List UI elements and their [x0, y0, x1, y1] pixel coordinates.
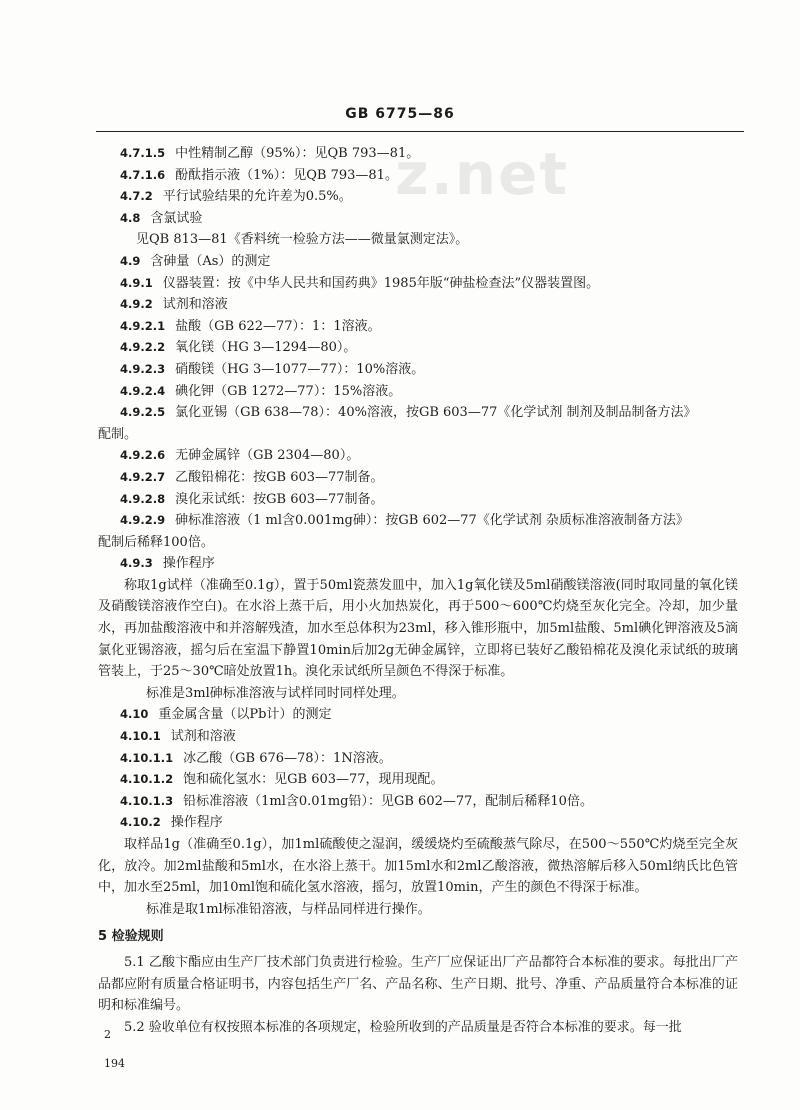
clause-text: 含砷量（As）的测定 [150, 253, 271, 269]
clause-line [120, 229, 738, 251]
clause-number: 4.9.2.5 [120, 405, 166, 420]
clause-number: 4.7.2 [120, 189, 153, 204]
clause-text: 仪器装置：按《中华人民共和国药典》1985年版“砷盐检查法”仪器装置图。 [162, 275, 600, 291]
clause-number: 4.10.1.2 [120, 772, 174, 787]
clause-number: 4.9.2 [120, 297, 153, 312]
clause-text: 乙酸铅棉花：按GB 603—77制备。 [175, 469, 384, 485]
clause-number: 4.10.1.3 [120, 793, 174, 808]
clause-line [120, 812, 738, 834]
clause-text: 无砷金属锌（GB 2304—80）。 [175, 448, 360, 464]
clause-text: 砷标准溶液（1 ml含0.001mg砷）：按GB 602—77《化学试剂 杂质标准溶液制备方法》 [175, 513, 689, 529]
side-mark: 2 [104, 1028, 111, 1041]
clause-number: 4.9 [120, 253, 141, 268]
section-heading: 5 检验规则 [98, 929, 164, 945]
clause-line: 4.9.3 操作程序 [120, 556, 215, 572]
clause-text: 铅标准溶液（1ml含0.01mg铅）：见GB 602—77，配制后稀释10倍。 [183, 793, 593, 809]
clause-text: 氯化亚锡（GB 638—78）：40%溶液，按GB 603—77《化学试剂 制剂及制品制备方法》 [175, 405, 697, 421]
rule-paragraph: 5.1 乙酸卞酯应由生产厂技术部门负责进行检验。生产厂应保证出厂产品都符合本标准的要求。每批出厂产品都应附有质量合格证明书，内容包括生产厂名、产品名称、生产日期、批号、净重、产品质量符合本标准的证明和标准编号。 [98, 954, 738, 1014]
watermark: z.net [395, 140, 570, 208]
clause-line [120, 186, 738, 208]
procedure-paragraph: 取样品1g（准确至0.1g），加1ml硫酸使之湿润，缓缓烧灼至硫酸蒸气除尽，在500～550℃灼烧至完全灰化，放冷。加2ml盐酸和5ml水，在水浴上蒸干。加15ml水和2ml乙酸溶液，微热溶解后移入50ml纳氏比色管中，加水至25ml，加10ml饱和硫化氢水溶液，摇匀，放置10min，产生的颜色不得深于标准。 [98, 837, 738, 896]
clause-line [120, 316, 738, 338]
clause-number: 4.9.1 [120, 275, 153, 290]
clause-number: 4.10.1.1 [120, 750, 174, 765]
clause-line [120, 251, 738, 273]
clause-number: 4.9.2.7 [120, 469, 166, 484]
clause-line [120, 381, 738, 403]
clause-number: 4.9.2.2 [120, 340, 166, 355]
standard-note: 标准是取1ml标准铅溶液，与样品同样进行操作。 [146, 901, 431, 917]
clause-number: 4.8 [120, 210, 141, 225]
page-header: GB 6775—86 [345, 106, 455, 122]
document-body [98, 143, 738, 1038]
clause-text: 中性精制乙醇（95%）：见QB 793—81。 [175, 146, 420, 161]
clause-number: 4.7.1.6 [120, 167, 166, 182]
header-rule [96, 131, 744, 132]
clause-line [120, 273, 738, 295]
continuation-text: 配制后稀释100倍。 [98, 534, 214, 550]
clause-line [120, 791, 738, 813]
clause-number: 4.10.1 [120, 729, 161, 744]
page-footer [104, 1028, 125, 1070]
clause-number: 4.9.2.4 [120, 383, 166, 398]
clause-number: 4.9.2.6 [120, 448, 166, 463]
clause-text: 碘化钾（GB 1272—77）：15%溶液。 [175, 383, 402, 399]
continuation-text: 配制。 [98, 426, 138, 442]
clause-line [120, 402, 738, 424]
clause-text: 操作程序 [170, 815, 223, 831]
clause-text: 重金属含量（以Pb计）的测定 [158, 707, 332, 723]
clause-number: 4.9.2.1 [120, 318, 166, 333]
clause-line [120, 165, 738, 187]
clause-text: 含氯试验 [150, 210, 203, 226]
clause-text: 试剂和溶液 [162, 297, 228, 313]
clause-text: 平行试验结果的允许差为0.5%。 [162, 189, 352, 205]
clause-line [120, 445, 738, 467]
rule-paragraph: 5.2 验收单位有权按照本标准的各项规定，检验所收到的产品质量是否符合本标准的要求。每一批 [124, 1019, 682, 1035]
clause-number: 4.9.2.8 [120, 491, 166, 506]
clause-line [120, 769, 738, 791]
clause-text: 硝酸镁（HG 3—1077—77）：10%溶液。 [175, 361, 425, 377]
clause-text: 盐酸（GB 622—77）：1：1溶液。 [175, 318, 381, 334]
clause-line [120, 208, 738, 230]
clause-line [120, 726, 738, 748]
standard-note: 标准是3ml砷标准溶液与试样同时同样处理。 [146, 685, 405, 701]
clause-line [120, 294, 738, 316]
clause-text: 氧化镁（HG 3—1294—80）。 [175, 340, 357, 356]
clause-line [120, 467, 738, 489]
clause-number: 4.9.2.3 [120, 361, 166, 376]
clause-number: 4.7.1.5 [120, 146, 166, 160]
clause-line [120, 748, 738, 770]
clause-number: 4.10 [120, 707, 149, 722]
clause-number: 4.10.2 [120, 815, 161, 830]
procedure-paragraph: 称取1g试样（准确至0.1g），置于50ml瓷蒸发皿中，加入1g氧化镁及5ml硝酸镁溶液(同时取同量的氧化镁及硝酸镁溶液作空白)。在水浴上蒸干后，用小火加热炭化，再于500～600℃灼烧至灰化完全。冷却，加少量水，再加盐酸溶液中和并溶解残渣，加水至总体积为23ml，移入锥形瓶中，加5ml盐酸、5ml碘化钾溶液及5滴氯化亚锡溶液，摇匀后在室温下静置10min后加2g无砷金属锌，立即将已装好乙酸铅棉花及溴化汞试纸的玻璃管装上，于25～30℃暗处放置1h。溴化汞试纸所呈颜色不得深于标准。 [98, 577, 738, 680]
clause-text: 溴化汞试纸：按GB 603—77制备。 [175, 491, 384, 507]
clause-text: 饱和硫化氢水：见GB 603—77，现用现配。 [183, 772, 444, 788]
clause-line [120, 704, 738, 726]
clause-text: 试剂和溶液 [170, 729, 236, 745]
page-number: 194 [104, 1057, 125, 1070]
clause-line [120, 489, 738, 511]
clause-line [120, 337, 738, 359]
clause-number: 4.9.2.9 [120, 513, 166, 528]
clause-line [120, 359, 738, 381]
clause-text: 酚酞指示液（1%）：见QB 793—81。 [175, 167, 398, 183]
clause-text: 冰乙酸（GB 676—78）：1N溶液。 [183, 750, 392, 766]
clause-text: 见QB 813—81《香料统一检验方法——微量氯测定法》。 [136, 232, 469, 248]
clause-line [120, 510, 738, 532]
clause-line [120, 143, 738, 165]
